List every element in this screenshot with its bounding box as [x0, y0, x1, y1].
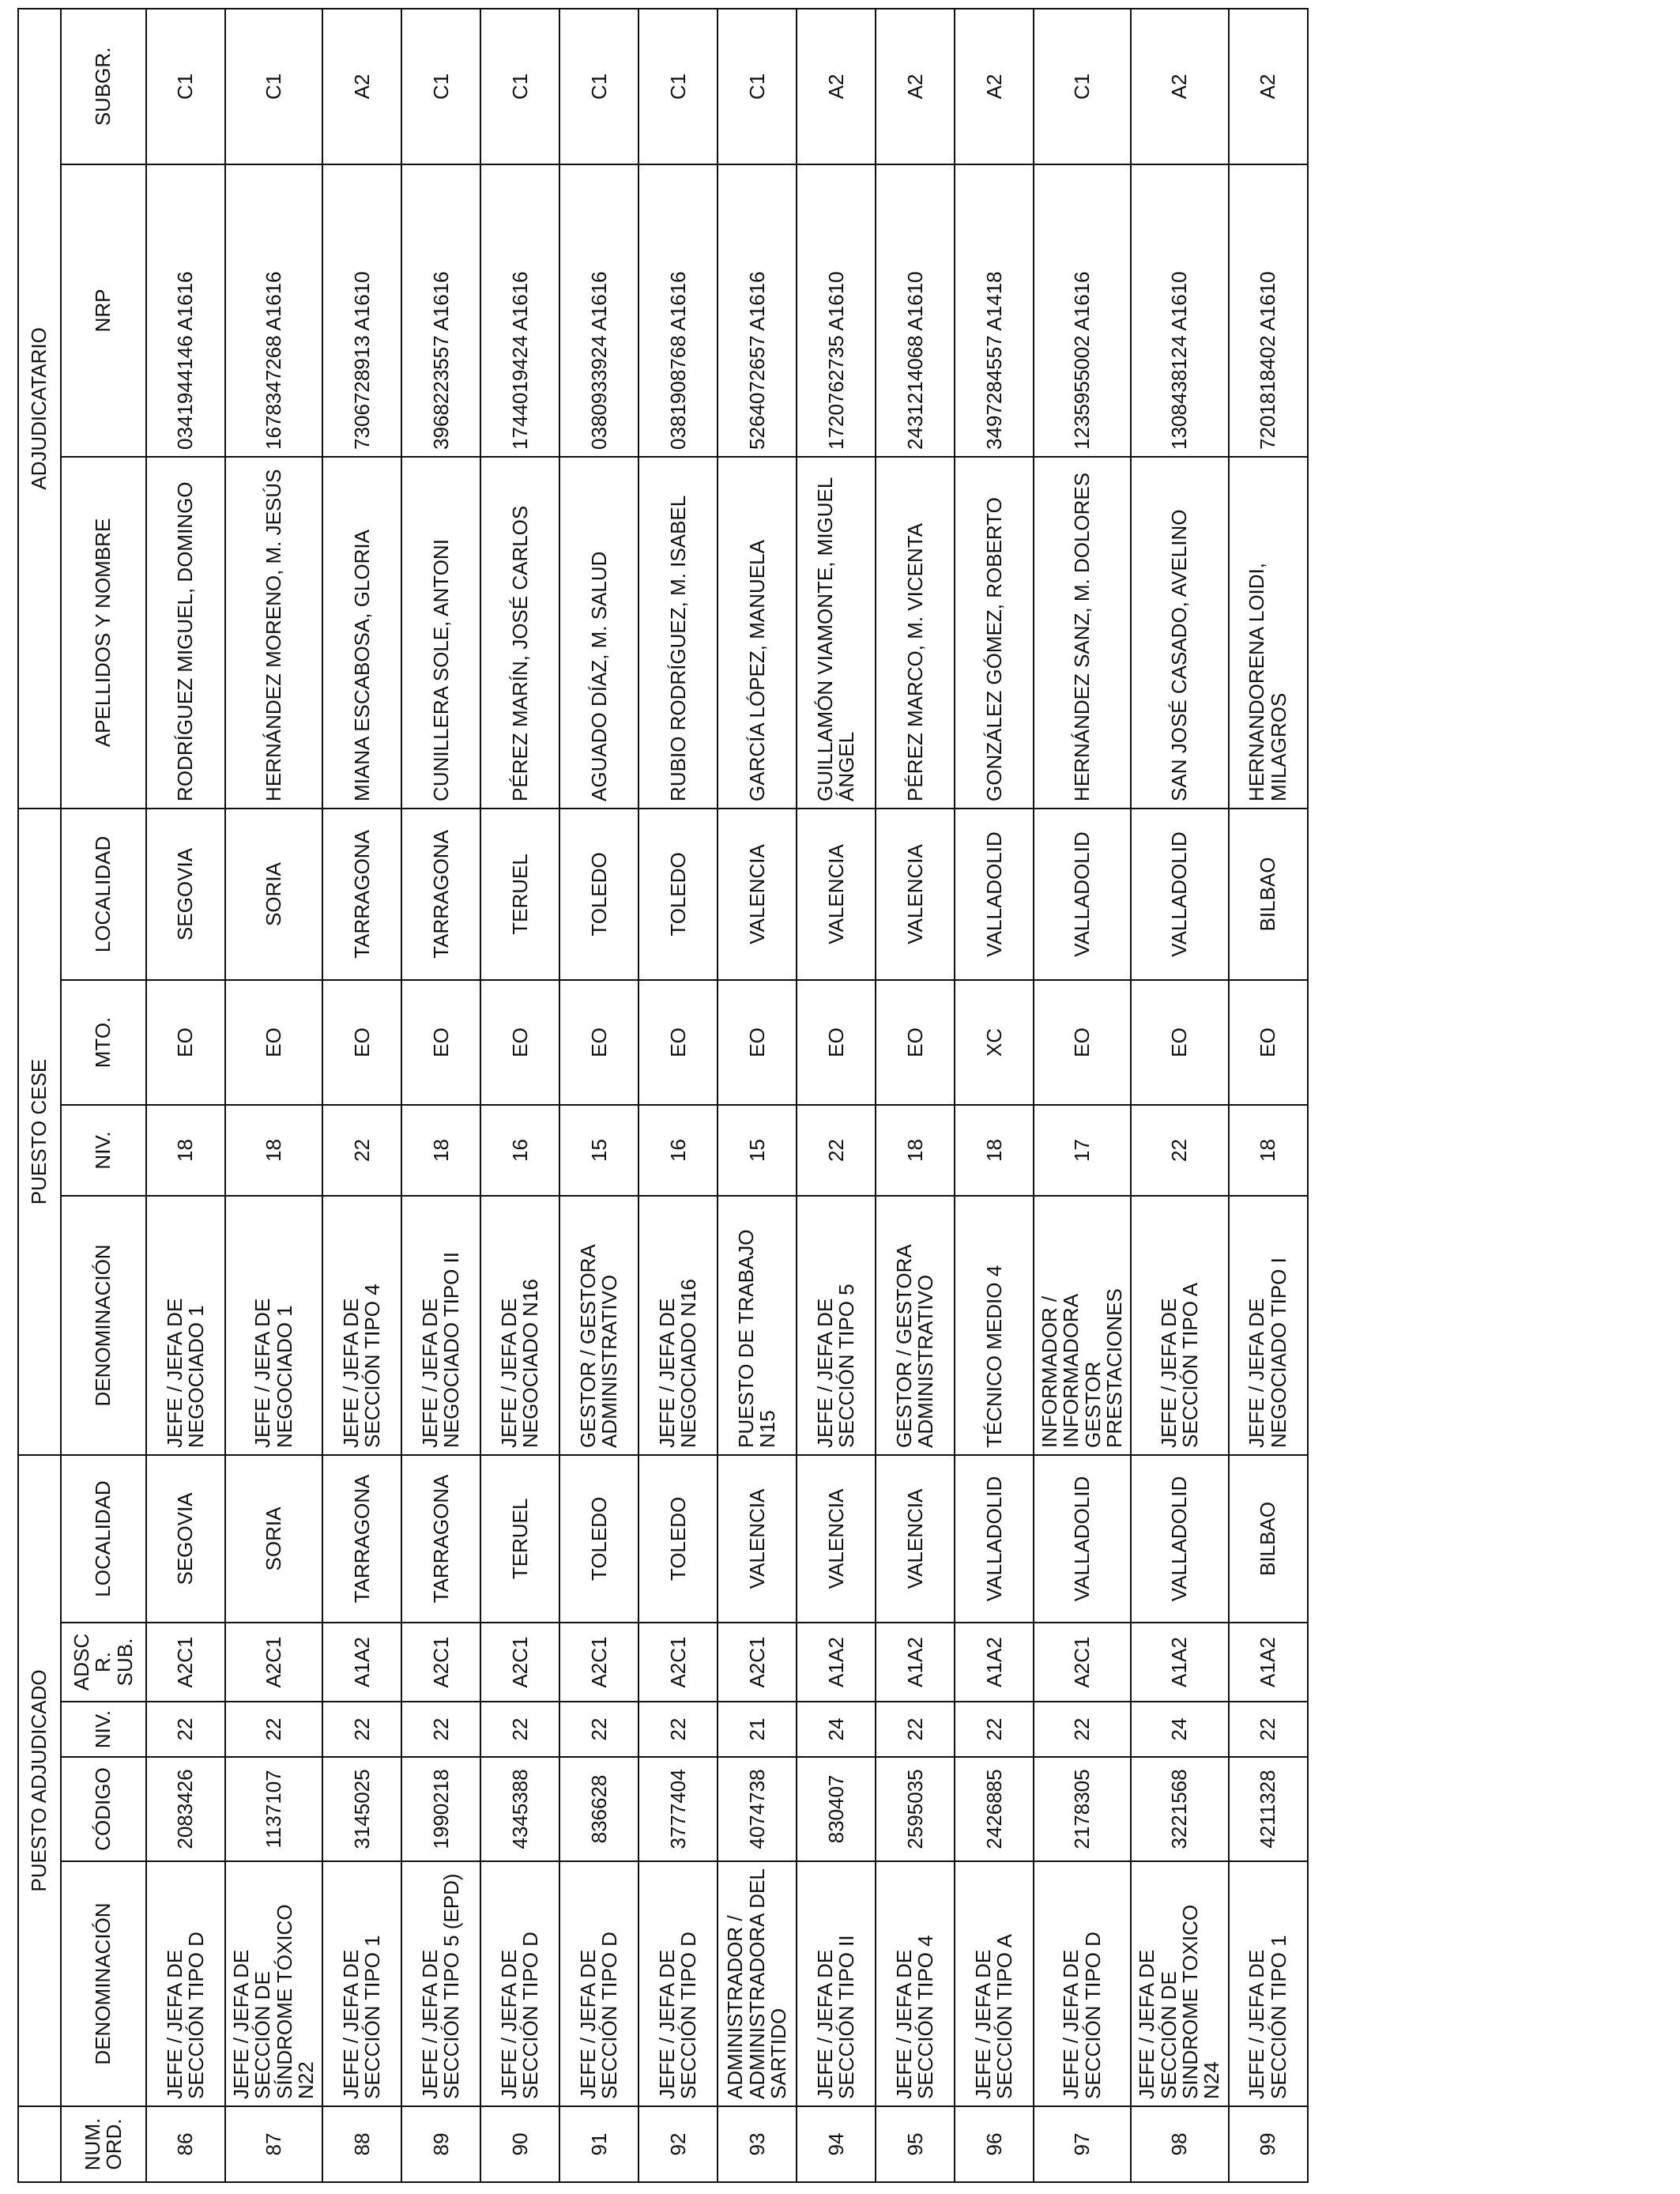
- cell-mto: EO: [1131, 980, 1228, 1105]
- cell-niv: 22: [1229, 1702, 1308, 1757]
- table-row: [480, 9, 559, 2182]
- cell-denominacion: JEFE / JEFA DE SECCIÓN TIPO 5 (EPD): [401, 1861, 480, 2106]
- header-cese-localidad: LOCALIDAD: [61, 809, 146, 980]
- cell-niv: 22: [638, 1702, 718, 1757]
- cell-codigo: 4211328: [1229, 1757, 1308, 1861]
- table-row: [559, 9, 638, 2182]
- cell-cese-localidad: SORIA: [225, 809, 322, 980]
- header-num-ord: NUM. ORD.: [61, 2106, 146, 2182]
- cell-cese-denominacion: JEFE / JEFA DE NEGOCIADO 1: [225, 1196, 322, 1455]
- header-niv: NIV.: [61, 1702, 146, 1757]
- cell-niv: 22: [225, 1702, 322, 1757]
- cell-cese-niv: 18: [876, 1105, 955, 1196]
- cell-cese-localidad: VALLADOLID: [1034, 809, 1131, 980]
- cell-cese-localidad: TARRAGONA: [322, 809, 401, 980]
- cell-cese-niv: 16: [480, 1105, 559, 1196]
- cell-subgr: C1: [225, 9, 322, 164]
- cell-cese-localidad: TOLEDO: [638, 809, 718, 980]
- cell-localidad: SORIA: [225, 1455, 322, 1623]
- cell-nombre: SAN JOSÉ CASADO, AVELINO: [1131, 457, 1228, 809]
- cell-cese-localidad: TOLEDO: [559, 809, 638, 980]
- cell-denominacion: JEFE / JEFA DE SECCIÓN TIPO II: [797, 1861, 876, 2106]
- cell-cese-niv: 18: [146, 1105, 225, 1196]
- cell-codigo: 830407: [797, 1757, 876, 1861]
- cell-nrp: 7306728913 A1610: [322, 164, 401, 457]
- cell-codigo: 2178305: [1034, 1757, 1131, 1861]
- table-row: [1034, 9, 1131, 2182]
- cell-nombre: HERNÁNDEZ SANZ, M. DOLORES: [1034, 457, 1131, 809]
- cell-cese-localidad: VALENCIA: [718, 809, 797, 980]
- cell-cese-denominacion: GESTOR / GESTORA ADMINISTRATIVO: [559, 1196, 638, 1455]
- cell-denominacion: JEFE / JEFA DE SECCIÓN DE SINDROME TOXICO N24: [1131, 1861, 1228, 2106]
- cell-codigo: 4345388: [480, 1757, 559, 1861]
- cell-nombre: AGUADO DÍAZ, M. SALUD: [559, 457, 638, 809]
- cell-adscr: A2C1: [559, 1623, 638, 1702]
- cell-num: 93: [718, 2106, 797, 2182]
- cell-mto: EO: [876, 980, 955, 1105]
- cell-subgr: A2: [322, 9, 401, 164]
- cell-nombre: PÉREZ MARCO, M. VICENTA: [876, 457, 955, 809]
- cell-niv: 22: [480, 1702, 559, 1757]
- header-cese-denominacion: DENOMINACIÓN: [61, 1196, 146, 1455]
- cell-localidad: BILBAO: [1229, 1455, 1308, 1623]
- cell-nrp: 1235955002 A1616: [1034, 164, 1131, 457]
- cell-niv: 22: [559, 1702, 638, 1757]
- cell-mto: EO: [797, 980, 876, 1105]
- cell-denominacion: JEFE / JEFA DE SECCIÓN TIPO D: [559, 1861, 638, 2106]
- cell-localidad: VALLADOLID: [955, 1455, 1034, 1623]
- cell-num: 95: [876, 2106, 955, 2182]
- cell-cese-niv: 18: [1229, 1105, 1308, 1196]
- cell-cese-niv: 22: [322, 1105, 401, 1196]
- cell-adscr: A2C1: [225, 1623, 322, 1702]
- cell-denominacion: JEFE / JEFA DE SECCIÓN DE SÍNDROME TÓXICO N22: [225, 1861, 322, 2106]
- table-row: [225, 9, 322, 2182]
- cell-nrp: 3968223557 A1616: [401, 164, 480, 457]
- cell-nrp: 1678347268 A1616: [225, 164, 322, 457]
- cell-mto: EO: [718, 980, 797, 1105]
- cell-localidad: TERUEL: [480, 1455, 559, 1623]
- cell-cese-localidad: TERUEL: [480, 809, 559, 980]
- cell-localidad: TOLEDO: [559, 1455, 638, 1623]
- cell-cese-localidad: VALLADOLID: [1131, 809, 1228, 980]
- cell-cese-denominacion: GESTOR / GESTORA ADMINISTRATIVO: [876, 1196, 955, 1455]
- cell-nrp: 3497284557 A1418: [955, 164, 1034, 457]
- cell-adscr: A1A2: [955, 1623, 1034, 1702]
- header-codigo: CÓDIGO: [61, 1757, 146, 1861]
- cell-denominacion: JEFE / JEFA DE SECCIÓN TIPO D: [1034, 1861, 1131, 2106]
- cell-adscr: A1A2: [797, 1623, 876, 1702]
- cell-num: 97: [1034, 2106, 1131, 2182]
- cell-cese-niv: 22: [1131, 1105, 1228, 1196]
- cell-subgr: C1: [1034, 9, 1131, 164]
- cell-cese-niv: 18: [225, 1105, 322, 1196]
- cell-num: 86: [146, 2106, 225, 2182]
- cell-nombre: PÉREZ MARÍN, JOSÉ CARLOS: [480, 457, 559, 809]
- cell-num: 92: [638, 2106, 718, 2182]
- cell-localidad: VALLADOLID: [1034, 1455, 1131, 1623]
- table-row: [797, 9, 876, 2182]
- cell-niv: 24: [797, 1702, 876, 1757]
- cell-mto: EO: [146, 980, 225, 1105]
- cell-nombre: RODRÍGUEZ MIGUEL, DOMINGO: [146, 457, 225, 809]
- cell-cese-niv: 18: [955, 1105, 1034, 1196]
- table-row: [146, 9, 225, 2182]
- cell-cese-niv: 16: [638, 1105, 718, 1196]
- cell-denominacion: JEFE / JEFA DE SECCIÓN TIPO 1: [1229, 1861, 1308, 2106]
- cell-cese-localidad: SEGOVIA: [146, 809, 225, 980]
- cell-nrp: 1720762735 A1610: [797, 164, 876, 457]
- cell-codigo: 1990218: [401, 1757, 480, 1861]
- cell-nrp: 0381908768 A1616: [638, 164, 718, 457]
- cell-niv: 22: [401, 1702, 480, 1757]
- cell-cese-denominacion: JEFE / JEFA DE SECCIÓN TIPO 5: [797, 1196, 876, 1455]
- cell-cese-denominacion: JEFE / JEFA DE NEGOCIADO TIPO I: [1229, 1196, 1308, 1455]
- cell-mto: EO: [1229, 980, 1308, 1105]
- cell-localidad: VALLADOLID: [1131, 1455, 1228, 1623]
- cell-nrp: 1744019424 A1616: [480, 164, 559, 457]
- cell-nombre: HERNANDORENA LOIDI, MILAGROS: [1229, 457, 1308, 809]
- cell-codigo: 3221568: [1131, 1757, 1228, 1861]
- cell-cese-niv: 22: [797, 1105, 876, 1196]
- cell-cese-localidad: TARRAGONA: [401, 809, 480, 980]
- cell-niv: 22: [1034, 1702, 1131, 1757]
- cell-cese-denominacion: JEFE / JEFA DE NEGOCIADO 1: [146, 1196, 225, 1455]
- cell-mto: EO: [638, 980, 718, 1105]
- cell-cese-denominacion: JEFE / JEFA DE NEGOCIADO TIPO II: [401, 1196, 480, 1455]
- cell-nrp: 0341944146 A1616: [146, 164, 225, 457]
- cell-subgr: A2: [1229, 9, 1308, 164]
- cell-adscr: A2C1: [146, 1623, 225, 1702]
- cell-mto: EO: [480, 980, 559, 1105]
- cell-num: 99: [1229, 2106, 1308, 2182]
- cell-localidad: TARRAGONA: [401, 1455, 480, 1623]
- cell-subgr: C1: [638, 9, 718, 164]
- cell-codigo: 4074738: [718, 1757, 797, 1861]
- cell-mto: EO: [559, 980, 638, 1105]
- cell-num: 94: [797, 2106, 876, 2182]
- cell-num: 90: [480, 2106, 559, 2182]
- cell-codigo: 2083426: [146, 1757, 225, 1861]
- cell-subgr: C1: [401, 9, 480, 164]
- cell-codigo: 2426885: [955, 1757, 1034, 1861]
- cell-num: 87: [225, 2106, 322, 2182]
- cell-subgr: A2: [797, 9, 876, 164]
- cell-nombre: RUBIO RODRÍGUEZ, M. ISABEL: [638, 457, 718, 809]
- cell-cese-denominacion: JEFE / JEFA DE SECCIÓN TIPO 4: [322, 1196, 401, 1455]
- table-row: [638, 9, 718, 2182]
- cell-nrp: 1308438124 A1610: [1131, 164, 1228, 457]
- rotated-page: [17, 9, 1321, 2183]
- cell-cese-localidad: VALENCIA: [797, 809, 876, 980]
- cell-subgr: A2: [876, 9, 955, 164]
- cell-cese-denominacion: TÉCNICO MEDIO 4: [955, 1196, 1034, 1455]
- cell-localidad: VALENCIA: [797, 1455, 876, 1623]
- cell-nombre: GONZÁLEZ GÓMEZ, ROBERTO: [955, 457, 1034, 809]
- cell-denominacion: JEFE / JEFA DE SECCIÓN TIPO D: [638, 1861, 718, 2106]
- cell-mto: EO: [225, 980, 322, 1105]
- cell-num: 89: [401, 2106, 480, 2182]
- cell-subgr: A2: [1131, 9, 1228, 164]
- table-row: [322, 9, 401, 2182]
- cell-niv: 21: [718, 1702, 797, 1757]
- cell-adscr: A1A2: [1131, 1623, 1228, 1702]
- cell-subgr: C1: [718, 9, 797, 164]
- table-row: [955, 9, 1034, 2182]
- header-adscr-sub: ADSCR. SUB.: [61, 1623, 146, 1702]
- cell-mto: EO: [322, 980, 401, 1105]
- cell-nrp: 5264072657 A1616: [718, 164, 797, 457]
- cell-cese-niv: 18: [401, 1105, 480, 1196]
- header-denominacion: DENOMINACIÓN: [61, 1861, 146, 2106]
- cell-niv: 24: [1131, 1702, 1228, 1757]
- cell-cese-denominacion: PUESTO DE TRABAJO N15: [718, 1196, 797, 1455]
- cell-cese-localidad: VALENCIA: [876, 809, 955, 980]
- cell-denominacion: JEFE / JEFA DE SECCIÓN TIPO D: [146, 1861, 225, 2106]
- cell-cese-localidad: BILBAO: [1229, 809, 1308, 980]
- cell-codigo: 3777404: [638, 1757, 718, 1861]
- header-apellidos-nombre: APELLIDOS Y NOMBRE: [61, 457, 146, 809]
- cell-num: 91: [559, 2106, 638, 2182]
- group-puesto-cese: PUESTO CESE: [18, 809, 61, 1455]
- header-localidad: LOCALIDAD: [61, 1455, 146, 1623]
- header-nrp: NRP: [61, 164, 146, 457]
- cell-mto: EO: [1034, 980, 1131, 1105]
- cell-mto: XC: [955, 980, 1034, 1105]
- header-subgr: SUBGR.: [61, 9, 146, 164]
- table-row: [718, 9, 797, 2182]
- cell-nombre: HERNÁNDEZ MORENO, M. JESÚS: [225, 457, 322, 809]
- cell-codigo: 3145025: [322, 1757, 401, 1861]
- cell-nombre: GUILLAMÓN VIAMONTE, MIGUEL ÁNGEL: [797, 457, 876, 809]
- cell-cese-localidad: VALLADOLID: [955, 809, 1034, 980]
- cell-codigo: 836628: [559, 1757, 638, 1861]
- cell-adscr: A1A2: [1229, 1623, 1308, 1702]
- cell-nrp: 7201818402 A1610: [1229, 164, 1308, 457]
- adjudication-table: [17, 8, 1309, 2183]
- cell-adscr: A1A2: [876, 1623, 955, 1702]
- cell-adscr: A2C1: [1034, 1623, 1131, 1702]
- cell-denominacion: JEFE / JEFA DE SECCIÓN TIPO D: [480, 1861, 559, 2106]
- cell-niv: 22: [955, 1702, 1034, 1757]
- cell-nombre: CUNILLERA SOLE, ANTONI: [401, 457, 480, 809]
- cell-denominacion: JEFE / JEFA DE SECCIÓN TIPO 4: [876, 1861, 955, 2106]
- cell-cese-denominacion: JEFE / JEFA DE SECCIÓN TIPO A: [1131, 1196, 1228, 1455]
- cell-localidad: VALENCIA: [876, 1455, 955, 1623]
- cell-adscr: A2C1: [480, 1623, 559, 1702]
- cell-cese-denominacion: JEFE / JEFA DE NEGOCIADO N16: [638, 1196, 718, 1455]
- table-row: [876, 9, 955, 2182]
- cell-localidad: TOLEDO: [638, 1455, 718, 1623]
- cell-denominacion: JEFE / JEFA DE SECCIÓN TIPO A: [955, 1861, 1034, 2106]
- cell-cese-denominacion: JEFE / JEFA DE NEGOCIADO N16: [480, 1196, 559, 1455]
- cell-denominacion: JEFE / JEFA DE SECCIÓN TIPO 1: [322, 1861, 401, 2106]
- group-puesto-adjudicado: PUESTO ADJUDICADO: [18, 1455, 61, 2106]
- cell-adscr: A2C1: [638, 1623, 718, 1702]
- cell-adscr: A2C1: [718, 1623, 797, 1702]
- cell-cese-denominacion: INFORMADOR / INFORMADORA GESTOR PRESTACIONES: [1034, 1196, 1131, 1455]
- group-adjudicatario: ADJUDICATARIO: [18, 9, 61, 809]
- table-row: [401, 9, 480, 2182]
- cell-codigo: 1137107: [225, 1757, 322, 1861]
- cell-subgr: C1: [559, 9, 638, 164]
- cell-localidad: SEGOVIA: [146, 1455, 225, 1623]
- cell-subgr: C1: [146, 9, 225, 164]
- cell-nrp: 0380933924 A1616: [559, 164, 638, 457]
- cell-num: 98: [1131, 2106, 1228, 2182]
- cell-localidad: VALENCIA: [718, 1455, 797, 1623]
- cell-adscr: A2C1: [401, 1623, 480, 1702]
- cell-nombre: MIANA ESCABOSA, GLORIA: [322, 457, 401, 809]
- table-row: [1229, 9, 1308, 2182]
- cell-cese-niv: 15: [718, 1105, 797, 1196]
- empty-corner: [18, 2106, 61, 2182]
- cell-cese-niv: 15: [559, 1105, 638, 1196]
- cell-num: 88: [322, 2106, 401, 2182]
- cell-nrp: 2431214068 A1610: [876, 164, 955, 457]
- cell-niv: 22: [876, 1702, 955, 1757]
- header-cese-niv: NIV.: [61, 1105, 146, 1196]
- cell-num: 96: [955, 2106, 1034, 2182]
- cell-denominacion: ADMINISTRADOR / ADMINISTRADORA DEL SARTIDO: [718, 1861, 797, 2106]
- cell-adscr: A1A2: [322, 1623, 401, 1702]
- cell-niv: 22: [322, 1702, 401, 1757]
- cell-localidad: TARRAGONA: [322, 1455, 401, 1623]
- cell-subgr: A2: [955, 9, 1034, 164]
- header-mto: MTO.: [61, 980, 146, 1105]
- table-row: [1131, 9, 1228, 2182]
- cell-cese-niv: 17: [1034, 1105, 1131, 1196]
- cell-niv: 22: [146, 1702, 225, 1757]
- cell-subgr: C1: [480, 9, 559, 164]
- cell-mto: EO: [401, 980, 480, 1105]
- cell-codigo: 2595035: [876, 1757, 955, 1861]
- cell-nombre: GARCÍA LÓPEZ, MANUELA: [718, 457, 797, 809]
